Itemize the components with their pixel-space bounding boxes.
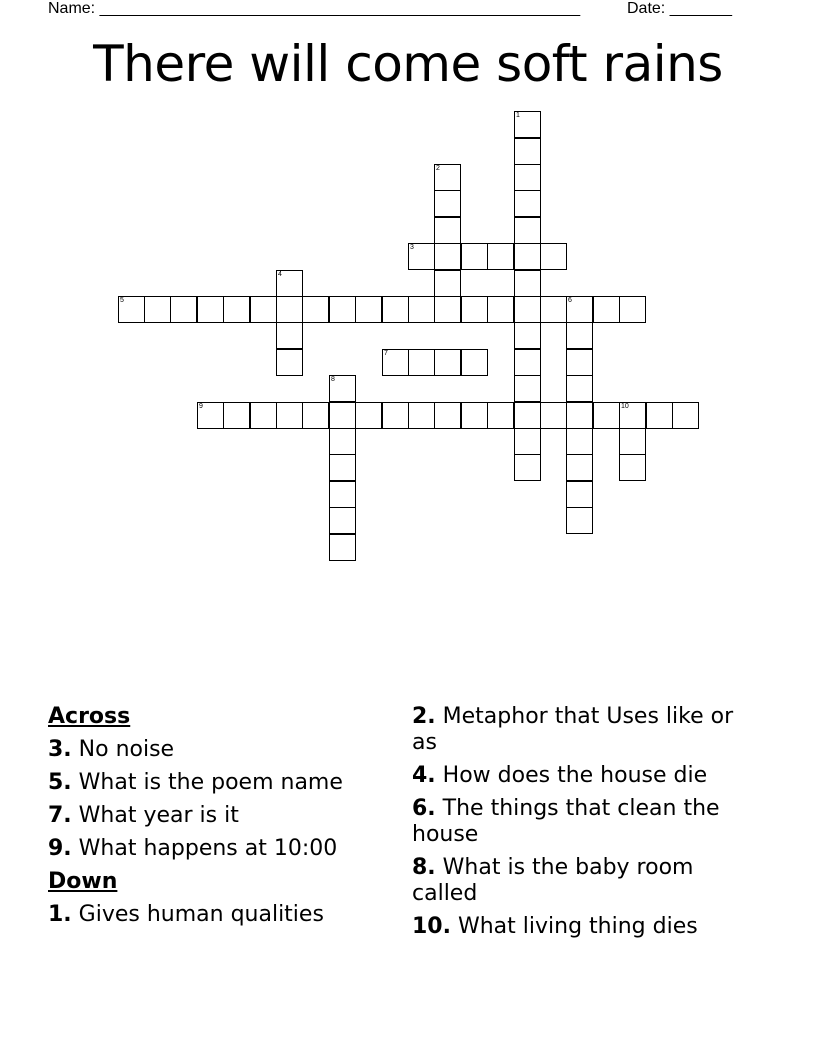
grid-cell[interactable] — [619, 296, 646, 323]
grid-cell[interactable] — [566, 454, 593, 481]
clue-item-number: 3. — [48, 737, 72, 762]
clue-item-number: 2. — [412, 704, 436, 729]
grid-cell[interactable] — [514, 428, 541, 455]
grid-cell[interactable] — [276, 349, 303, 376]
grid-cell[interactable] — [540, 402, 567, 429]
clue-number: 10 — [621, 403, 629, 410]
clue-item-text: What is the poem name — [71, 770, 343, 795]
grid-cell[interactable] — [434, 243, 461, 270]
clue-item-number: 5. — [48, 770, 72, 795]
grid-cell[interactable] — [276, 296, 303, 323]
grid-cell[interactable] — [355, 402, 382, 429]
grid-cell[interactable] — [329, 534, 356, 561]
grid-cell[interactable] — [566, 402, 593, 429]
clue-item-text: Gives human qualities — [71, 902, 324, 927]
grid-cell[interactable] — [540, 296, 567, 323]
grid-cell[interactable] — [250, 296, 277, 323]
clue-number: 8 — [331, 376, 335, 383]
clue-item-number: 8. — [412, 855, 436, 880]
grid-cell[interactable] — [408, 296, 435, 323]
clue-item-text: The things that clean the house — [412, 796, 720, 847]
grid-cell[interactable] — [514, 138, 541, 165]
clue-item — [412, 704, 762, 756]
clue-item — [412, 763, 762, 789]
clue-item-number: 9. — [48, 836, 72, 861]
grid-cell[interactable] — [514, 190, 541, 217]
grid-cell[interactable] — [408, 243, 435, 270]
grid-cell[interactable] — [566, 507, 593, 534]
clue-item-number: 6. — [412, 796, 436, 821]
grid-cell[interactable] — [619, 428, 646, 455]
clue-item-number: 10. — [412, 914, 451, 939]
grid-cell[interactable] — [487, 402, 514, 429]
clue-item — [48, 770, 388, 796]
grid-cell[interactable] — [408, 402, 435, 429]
clue-item — [48, 803, 388, 829]
clue-item — [48, 902, 388, 928]
across-clue-list — [48, 737, 388, 862]
clue-item-number: 7. — [48, 803, 72, 828]
grid-cell[interactable] — [566, 375, 593, 402]
grid-cell[interactable] — [434, 190, 461, 217]
grid-cell[interactable] — [461, 402, 488, 429]
grid-cell[interactable] — [197, 402, 224, 429]
grid-cell[interactable] — [434, 164, 461, 191]
clue-number: 7 — [384, 350, 388, 357]
grid-cell[interactable] — [276, 402, 303, 429]
down-clue-list-left — [48, 902, 388, 928]
grid-cell[interactable] — [276, 322, 303, 349]
grid-cell[interactable] — [514, 402, 541, 429]
grid-cell[interactable] — [434, 270, 461, 297]
grid-cell[interactable] — [514, 296, 541, 323]
clue-item — [48, 836, 388, 862]
grid-cell[interactable] — [144, 296, 171, 323]
clue-number: 4 — [278, 271, 282, 278]
grid-cell[interactable] — [566, 428, 593, 455]
grid-cell[interactable] — [566, 322, 593, 349]
grid-cell[interactable] — [593, 296, 620, 323]
grid-cell[interactable] — [223, 402, 250, 429]
clue-item-text: How does the house die — [435, 763, 708, 788]
grid-cell[interactable] — [118, 296, 145, 323]
clues-right-column — [412, 704, 762, 947]
grid-cell[interactable] — [329, 296, 356, 323]
grid-cell[interactable] — [382, 349, 409, 376]
grid-cell[interactable] — [672, 402, 699, 429]
grid-cell[interactable] — [382, 296, 409, 323]
grid-cell[interactable] — [434, 217, 461, 244]
grid-cell[interactable] — [514, 322, 541, 349]
clue-item-text: What happens at 10:00 — [71, 836, 338, 861]
grid-cell[interactable] — [434, 296, 461, 323]
grid-cell[interactable] — [514, 111, 541, 138]
grid-cell[interactable] — [408, 349, 435, 376]
grid-cell[interactable] — [566, 481, 593, 508]
grid-cell[interactable] — [197, 296, 224, 323]
grid-cell[interactable] — [514, 270, 541, 297]
grid-cell[interactable] — [355, 296, 382, 323]
grid-cell[interactable] — [514, 243, 541, 270]
grid-cell[interactable] — [250, 402, 277, 429]
grid-cell[interactable] — [223, 296, 250, 323]
grid-cell[interactable] — [329, 481, 356, 508]
clue-number: 5 — [120, 297, 124, 304]
grid-cell[interactable] — [382, 402, 409, 429]
grid-cell[interactable] — [487, 243, 514, 270]
grid-cell[interactable] — [276, 270, 303, 297]
clue-item-text: No noise — [71, 737, 175, 762]
clue-item-text: What is the baby room called — [412, 855, 694, 906]
grid-cell[interactable] — [514, 164, 541, 191]
date-field[interactable]: Date: _______ — [627, 0, 732, 17]
name-field[interactable]: Name: ______________________________________________________ — [48, 0, 581, 17]
clue-item-text: What year is it — [71, 803, 239, 828]
clues-left-column — [48, 704, 388, 935]
grid-cell[interactable] — [434, 402, 461, 429]
grid-cell[interactable] — [540, 243, 567, 270]
grid-cell[interactable] — [514, 454, 541, 481]
clue-number: 9 — [199, 403, 203, 410]
clue-number: 6 — [568, 297, 572, 304]
clue-number: 1 — [516, 112, 520, 119]
page-title: There will come soft rains — [93, 35, 723, 93]
clue-number: 2 — [436, 165, 440, 172]
clue-item — [48, 737, 388, 763]
grid-cell[interactable] — [434, 349, 461, 376]
grid-cell[interactable] — [329, 428, 356, 455]
grid-cell[interactable] — [329, 402, 356, 429]
grid-cell[interactable] — [566, 296, 593, 323]
down-clue-list-right — [412, 704, 762, 940]
clue-item-number: 4. — [412, 763, 436, 788]
grid-cell[interactable] — [329, 454, 356, 481]
clue-item — [412, 914, 762, 940]
grid-cell[interactable] — [302, 402, 329, 429]
grid-cell[interactable] — [302, 296, 329, 323]
down-heading: Down — [48, 869, 118, 894]
clue-number: 3 — [410, 244, 414, 251]
grid-cell[interactable] — [170, 296, 197, 323]
grid-cell[interactable] — [593, 402, 620, 429]
clue-item-text: Metaphor that Uses like or as — [412, 704, 734, 755]
grid-cell[interactable] — [329, 375, 356, 402]
grid-cell[interactable] — [461, 296, 488, 323]
grid-cell[interactable] — [566, 349, 593, 376]
clue-item — [412, 796, 762, 848]
across-heading: Across — [48, 704, 131, 729]
grid-cell[interactable] — [514, 375, 541, 402]
grid-cell[interactable] — [514, 349, 541, 376]
grid-cell[interactable] — [619, 402, 646, 429]
grid-cell[interactable] — [487, 296, 514, 323]
clue-item-number: 1. — [48, 902, 72, 927]
clue-item-text: What living thing dies — [450, 914, 698, 939]
grid-cell[interactable] — [329, 507, 356, 534]
grid-cell[interactable] — [514, 217, 541, 244]
grid-cell[interactable] — [619, 454, 646, 481]
grid-cell[interactable] — [461, 243, 488, 270]
grid-cell[interactable] — [461, 349, 488, 376]
clue-item — [412, 855, 762, 907]
grid-cell[interactable] — [646, 402, 673, 429]
